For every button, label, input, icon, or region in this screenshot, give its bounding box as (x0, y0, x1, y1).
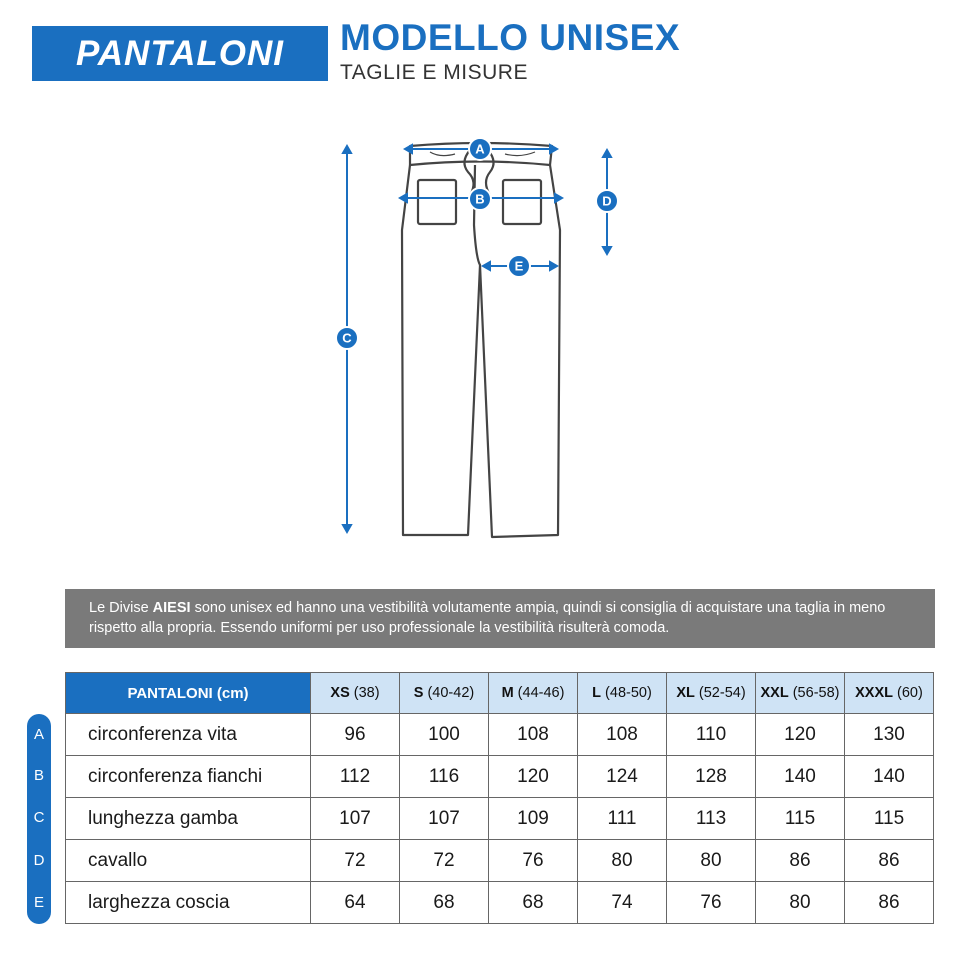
table-cell: 68 (489, 882, 578, 924)
marker-a-label: A (475, 141, 485, 157)
size-header-cell: XL (52-54) (667, 673, 756, 714)
unisex-note: Le Divise AIESI sono unisex ed hanno una vestibilità volutamente ampia, quindi si consiglia di acquistare una taglia in meno rispetto alla propria. Essendo uniformi per uso professionale la vestibilità risulterà comoda. (65, 589, 935, 648)
marker-d-label: D (602, 193, 612, 209)
row-letter-a: A (33, 726, 44, 743)
table-cell: 107 (400, 798, 489, 840)
table-cell: 76 (489, 840, 578, 882)
table-row (66, 882, 934, 924)
marker-b-label: B (475, 191, 485, 207)
table-cell: 120 (756, 714, 845, 756)
size-header-cell: XS (38) (311, 673, 400, 714)
size-header-cell: XXXL (60) (845, 673, 934, 714)
table-cell: 80 (578, 840, 667, 882)
table-cell: 108 (489, 714, 578, 756)
size-header-cell: XXL (56-58) (756, 673, 845, 714)
table-cell: 80 (756, 882, 845, 924)
table-cell: 110 (667, 714, 756, 756)
model-subtitle: TAGLIE E MISURE (340, 61, 528, 84)
table-cell: 108 (578, 714, 667, 756)
table-cell: 86 (845, 882, 934, 924)
table-cell: 124 (578, 756, 667, 798)
row-label: circonferenza vita (66, 714, 311, 756)
table-cell: 76 (667, 882, 756, 924)
table-row (66, 798, 934, 840)
table-row (66, 714, 934, 756)
row-label: circonferenza fianchi (66, 756, 311, 798)
marker-e-label: E (514, 258, 524, 274)
table-cell: 96 (311, 714, 400, 756)
table-cell: 140 (756, 756, 845, 798)
table-row (66, 840, 934, 882)
table-cell: 115 (845, 798, 934, 840)
table-cell: 113 (667, 798, 756, 840)
row-letter-b: B (33, 767, 44, 784)
row-label: larghezza coscia (66, 882, 311, 924)
table-cell: 72 (400, 840, 489, 882)
table-cell: 116 (400, 756, 489, 798)
size-header-cell: M (44-46) (489, 673, 578, 714)
table-cell: 64 (311, 882, 400, 924)
table-cell: 86 (845, 840, 934, 882)
table-cell: 107 (311, 798, 400, 840)
brand-name: AIESI (152, 600, 191, 616)
table-cell: 80 (667, 840, 756, 882)
row-label: lunghezza gamba (66, 798, 311, 840)
table-cell: 109 (489, 798, 578, 840)
size-table (65, 672, 934, 924)
pants-diagram (320, 130, 640, 550)
table-cell: 112 (311, 756, 400, 798)
table-cell: 140 (845, 756, 934, 798)
size-header-cell: L (48-50) (578, 673, 667, 714)
category-title: PANTALONI (32, 26, 328, 81)
table-cell: 86 (756, 840, 845, 882)
row-letter-d: D (33, 852, 45, 869)
row-letter-c: C (33, 809, 45, 826)
size-header-row (66, 673, 934, 714)
model-title: MODELLO UNISEX (340, 17, 681, 58)
size-header-cell: S (40-42) (400, 673, 489, 714)
table-cell: 100 (400, 714, 489, 756)
table-cell: 130 (845, 714, 934, 756)
marker-c-label: C (342, 330, 352, 346)
table-cell: 115 (756, 798, 845, 840)
table-cell: 74 (578, 882, 667, 924)
row-label: cavallo (66, 840, 311, 882)
table-row (66, 756, 934, 798)
table-cell: 68 (400, 882, 489, 924)
table-cell: 120 (489, 756, 578, 798)
row-letter-e: E (33, 894, 44, 911)
table-header-label: PANTALONI (cm) (66, 673, 311, 714)
table-cell: 72 (311, 840, 400, 882)
table-cell: 128 (667, 756, 756, 798)
row-letters-bar (27, 714, 51, 924)
table-cell: 111 (578, 798, 667, 840)
